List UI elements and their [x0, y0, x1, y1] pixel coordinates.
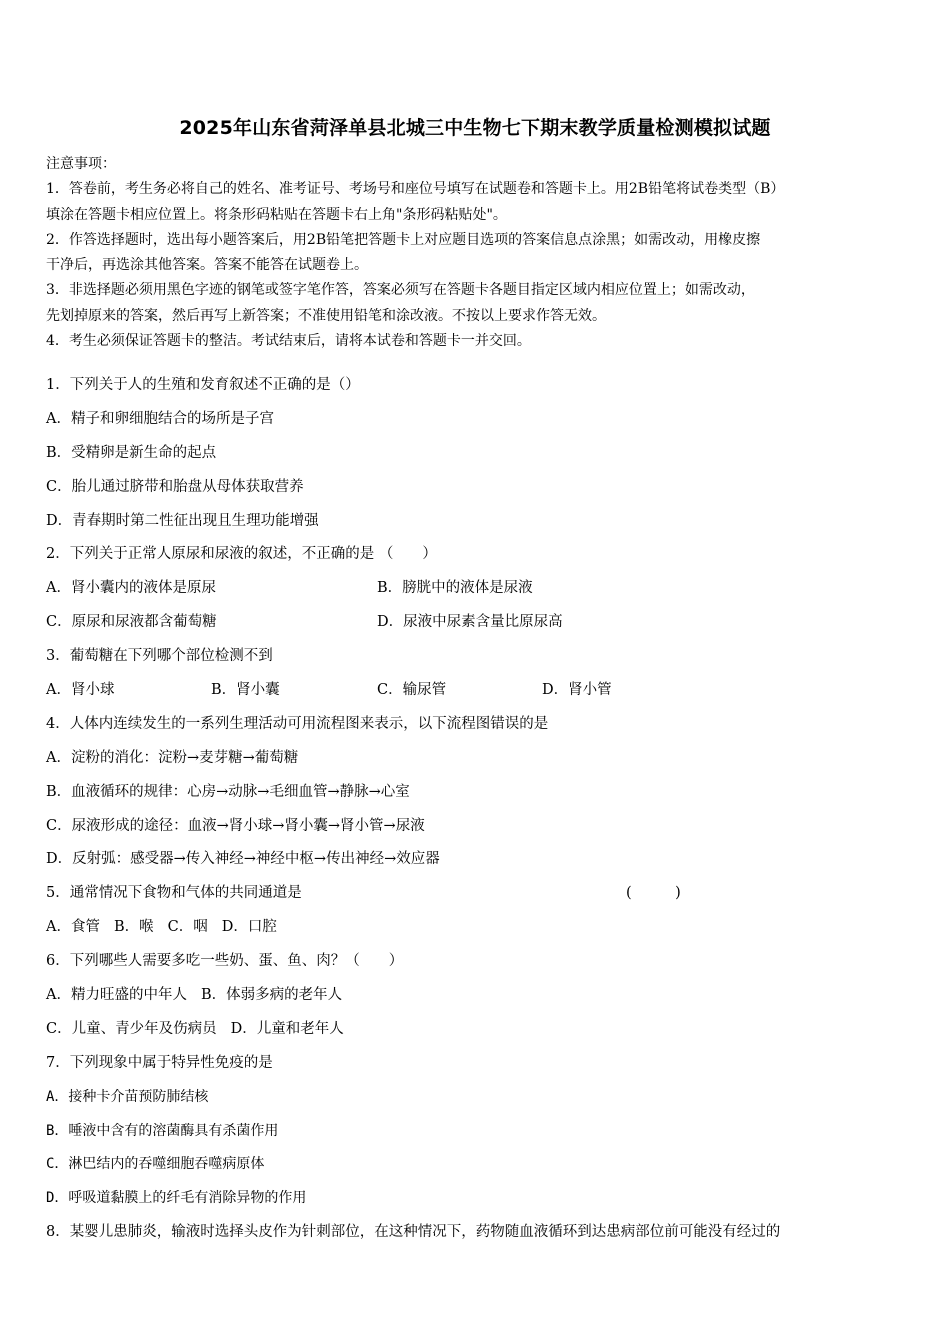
option-c: C．尿液形成的途径：血液→肾小球→肾小囊→肾小管→尿液 — [46, 817, 425, 834]
option-c: C．咽 — [167, 919, 208, 936]
notes-heading: 注意事项： — [46, 156, 116, 172]
option-row — [46, 1018, 906, 1052]
option-c: C．胎儿通过脐带和胎盘从母体获取营养 — [46, 478, 304, 495]
option-b: B．体弱多病的老年人 — [200, 987, 343, 1004]
option-a: A．肾小球 — [46, 682, 115, 699]
option-c: C．儿童、青少年及伤病员 — [46, 1020, 217, 1037]
option-row — [46, 611, 906, 645]
option-b: B．唾液中含有的溶菌酶具有杀菌作用 — [46, 1122, 279, 1139]
notes-line: 填涂在答题卡相应位置上。将条形码粘贴在答题卡右上角"条形码粘贴处"。 — [46, 206, 507, 223]
option-a: A．精子和卵细胞结合的场所是子宫 — [46, 410, 274, 427]
question-stem: 5．通常情况下食物和气体的共同通道是 — [46, 885, 302, 902]
option-b: B．受精卵是新生命的起点 — [46, 444, 217, 461]
question-stem: 6．下列哪些人需要多吃一些奶、蛋、鱼、肉？（ ） — [46, 953, 404, 970]
option-row — [46, 679, 906, 713]
option-c: C．原尿和尿液都含葡萄糖 — [46, 614, 217, 631]
notes-section — [46, 152, 906, 354]
question-stem-row — [46, 882, 906, 916]
notes-line: 4．考生必须保证答题卡的整洁。考试结束后，请将本试卷和答题卡一并交回。 — [46, 333, 531, 350]
question-stem: 3．葡萄糖在下列哪个部位检测不到 — [46, 648, 273, 665]
option-a: A．接种卡介苗预防肺结核 — [46, 1088, 209, 1105]
notes-line: 3．非选择题必须用黑色字迹的钢笔或签字笔作答，答案必须写在答题卡各题目指定区域内相应位置上；如需改动， — [46, 282, 755, 299]
option-d: D．尿液中尿素含量比原尿高 — [377, 614, 563, 631]
question-stem: 2．下列关于正常人原尿和尿液的叙述，不正确的是 （ ） — [46, 546, 437, 563]
notes-line: 先划掉原来的答案，然后再写上新答案；不准使用铅笔和涂改液。不按以上要求作答无效。 — [46, 307, 606, 324]
option-d: D．口腔 — [221, 919, 277, 936]
question-stem: 4．人体内连续发生的一系列生理活动可用流程图来表示，以下流程图错误的是 — [46, 715, 549, 732]
question-stem: 8．某婴儿患肺炎，输液时选择头皮作为针刺部位，在这种情况下，药物随血液循环到达患病部位前可能没有经过的 — [46, 1224, 781, 1241]
option-row — [46, 577, 906, 611]
questions-section — [46, 374, 906, 1255]
option-a: A．肾小囊内的液体是原尿 — [46, 580, 216, 597]
option-d: D．青春期时第二性征出现且生理功能增强 — [46, 512, 319, 529]
notes-line: 1．答卷前，考生务必将自己的姓名、准考证号、考场号和座位号填写在试题卷和答题卡上。用2B铅笔将试卷类型（B） — [46, 181, 785, 198]
option-d: D．肾小管 — [542, 682, 612, 699]
option-c: C．淋巴结内的吞噬细胞吞噬病原体 — [46, 1156, 265, 1173]
option-b: B．膀胱中的液体是尿液 — [377, 580, 533, 597]
option-b: B．喉 — [113, 919, 154, 936]
option-a: A．淀粉的消化：淀粉→麦芽糖→葡萄糖 — [46, 749, 299, 766]
option-row — [46, 984, 906, 1018]
option-c: C．输尿管 — [377, 682, 447, 699]
option-b: B．肾小囊 — [211, 682, 280, 699]
notes-line: 2．作答选择题时，选出每小题答案后，用2B铅笔把答题卡上对应题目选项的答案信息点涂黑；如需改动，用橡皮擦 — [46, 231, 761, 248]
option-a: A．食管 — [46, 919, 100, 936]
option-row — [46, 916, 906, 950]
page-title: 2025年山东省菏泽单县北城三中生物七下期末教学质量检测模拟试题 — [179, 117, 771, 139]
option-a: A．精力旺盛的中年人 — [46, 987, 187, 1004]
option-b: B．血液循环的规律：心房→动脉→毛细血管→静脉→心室 — [46, 783, 410, 800]
answer-parentheses: ( ) — [626, 885, 681, 902]
option-d: D．反射弧：感受器→传入神经→神经中枢→传出神经→效应器 — [46, 851, 440, 868]
question-stem: 7．下列现象中属于特异性免疫的是 — [46, 1054, 273, 1071]
option-d: D．呼吸道黏膜上的纤毛有消除异物的作用 — [46, 1190, 307, 1207]
notes-line: 干净后，再选涂其他答案。答案不能答在试题卷上。 — [46, 257, 368, 274]
question-stem: 1．下列关于人的生殖和发育叙述不正确的是（） — [46, 377, 360, 393]
option-d: D．儿童和老年人 — [230, 1020, 344, 1037]
